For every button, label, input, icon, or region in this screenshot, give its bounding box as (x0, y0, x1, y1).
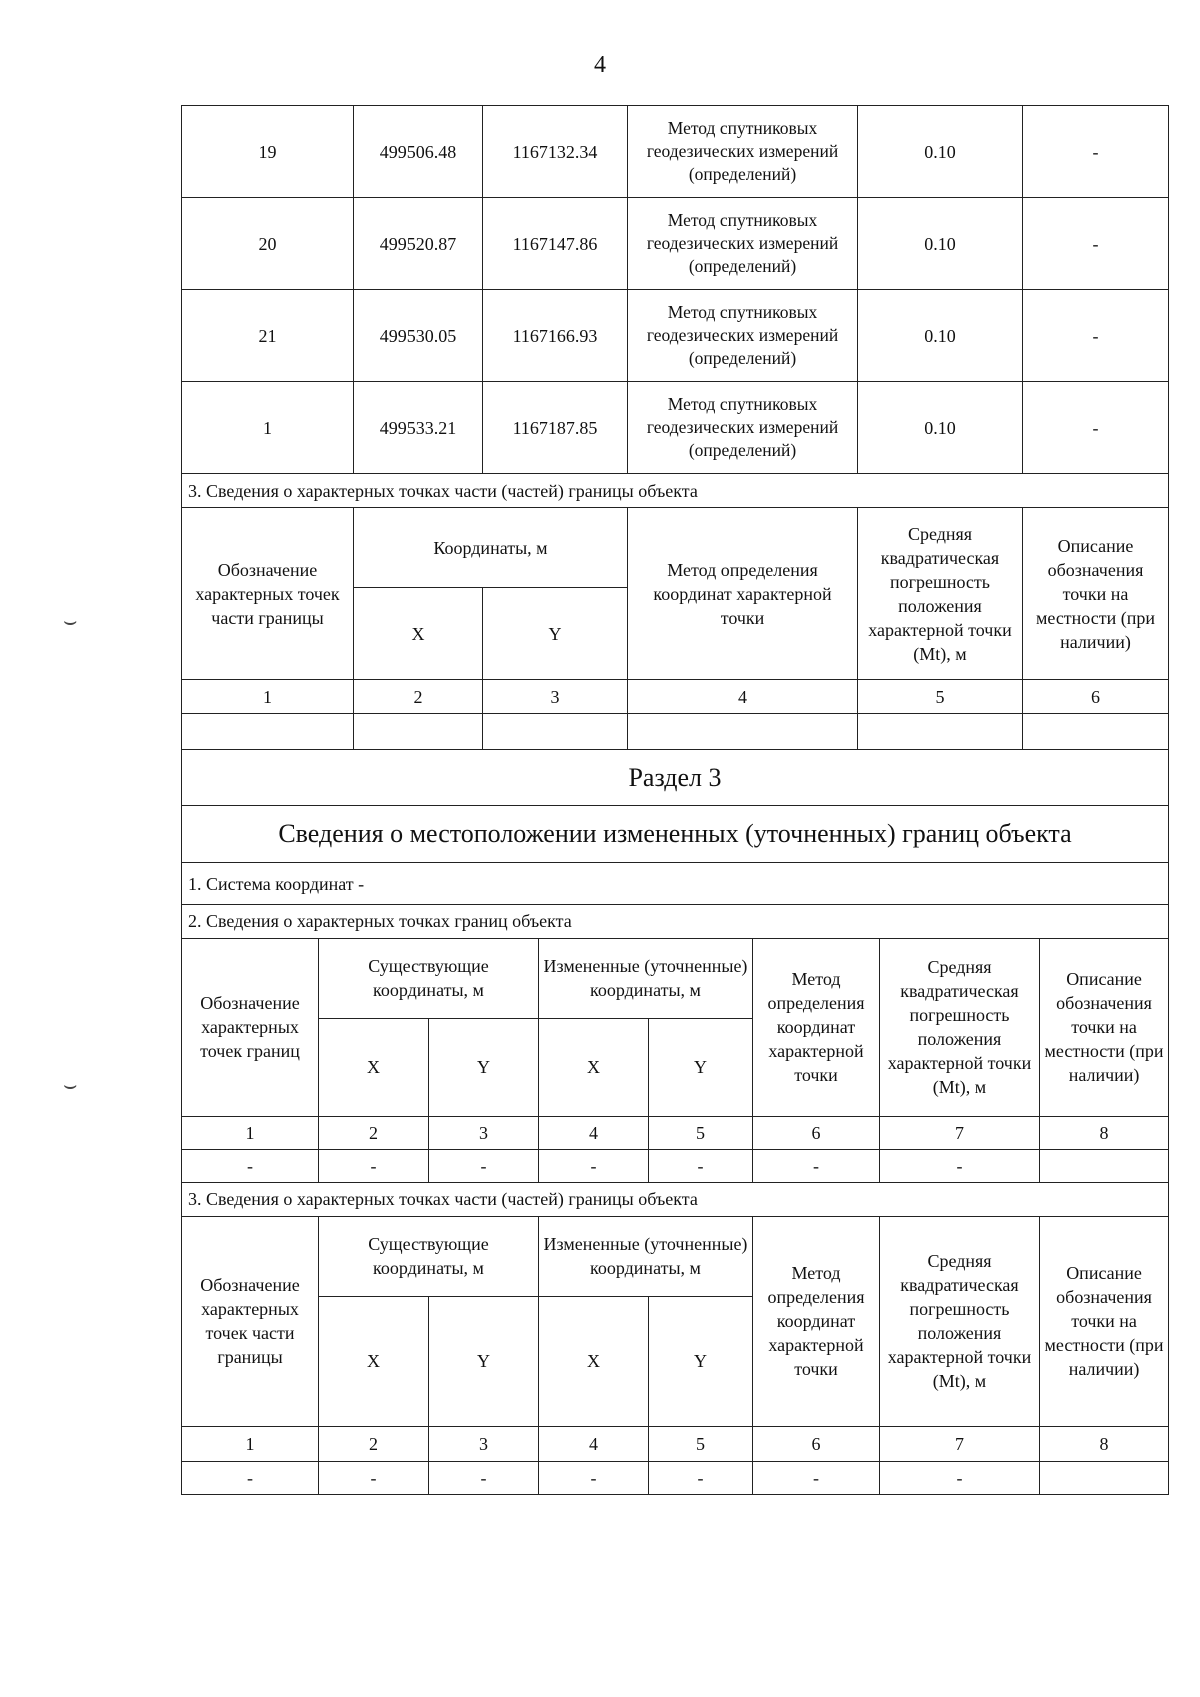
coord-x: 499533.21 (354, 382, 483, 474)
desc-cell: - (1023, 198, 1169, 290)
method-cell: Метод спутниковых геодезических измерений (определений) (628, 382, 858, 474)
column-number: 4 (539, 1426, 649, 1461)
header-changed: Измененные (уточненные) координаты, м (539, 1216, 753, 1296)
column-number: 4 (539, 1116, 649, 1149)
header-method: Метод определения координат характерной точки (753, 938, 880, 1116)
header-desc: Описание обозначения точки на местности (при наличии) (1040, 938, 1169, 1116)
column-number: 5 (858, 680, 1023, 714)
section-title: Раздел 3 (182, 750, 1169, 806)
point-number: 21 (182, 290, 354, 382)
coord-x: 499530.05 (354, 290, 483, 382)
dash-cell: - (649, 1149, 753, 1182)
dash-cell: - (429, 1149, 539, 1182)
header-x: X (354, 588, 483, 680)
mt-cell: 0.10 (858, 198, 1023, 290)
column-numbers-row (182, 1116, 1169, 1149)
header-y: Y (429, 1018, 539, 1116)
column-number: 1 (182, 680, 354, 714)
header-existing: Существующие координаты, м (319, 1216, 539, 1296)
header-mt: Средняя квадратическая погрешность положения характерной точки (Mt), м (858, 508, 1023, 680)
column-number: 3 (429, 1116, 539, 1149)
header-mt: Средняя квадратическая погрешность положения характерной точки (Mt), м (880, 1216, 1040, 1426)
desc-cell: - (1023, 106, 1169, 198)
dash-cell: - (319, 1461, 429, 1494)
header-desc: Описание обозначения точки на местности (при наличии) (1040, 1216, 1169, 1426)
table-row (182, 1149, 1169, 1182)
desc-cell: - (1023, 290, 1169, 382)
header-coords: Координаты, м (354, 508, 628, 588)
dash-cell: - (429, 1461, 539, 1494)
table-row (182, 382, 1169, 474)
method-cell: Метод спутниковых геодезических измерений (определений) (628, 198, 858, 290)
point-number: 1 (182, 382, 354, 474)
column-number: 2 (319, 1426, 429, 1461)
coord-y: 1167166.93 (483, 290, 628, 382)
header-y: Y (649, 1296, 753, 1426)
column-number: 3 (429, 1426, 539, 1461)
desc-cell: - (1023, 382, 1169, 474)
header-changed: Измененные (уточненные) координаты, м (539, 938, 753, 1018)
method-cell: Метод спутниковых геодезических измерений (определений) (628, 290, 858, 382)
mt-cell: 0.10 (858, 106, 1023, 198)
dash-cell (1040, 1149, 1169, 1182)
column-number: 4 (628, 680, 858, 714)
header-point: Обозначение характерных точек части границы (182, 1216, 319, 1426)
table-row (182, 1461, 1169, 1494)
coord-x: 499520.87 (354, 198, 483, 290)
section-subtitle: Сведения о местоположении измененных (уточненных) границ объекта (182, 806, 1169, 863)
dash-cell: - (539, 1149, 649, 1182)
section-caption: 3. Сведения о характерных точках части (частей) границы объекта (182, 1182, 1169, 1216)
dash-cell: - (880, 1461, 1040, 1494)
header-mt: Средняя квадратическая погрешность положения характерной точки (Mt), м (880, 938, 1040, 1116)
column-number: 2 (319, 1116, 429, 1149)
table-row (182, 106, 1169, 198)
header-method: Метод определения координат характерной точки (753, 1216, 880, 1426)
dash-cell: - (182, 1149, 319, 1182)
column-numbers-row (182, 680, 1169, 714)
section-caption: 3. Сведения о характерных точках части (частей) границы объекта (182, 474, 1169, 508)
coord-y: 1167132.34 (483, 106, 628, 198)
header-y: Y (649, 1018, 753, 1116)
header-method: Метод определения координат характерной точки (628, 508, 858, 680)
dash-cell: - (880, 1149, 1040, 1182)
dash-cell: - (319, 1149, 429, 1182)
scan-mark: ⌣ (63, 608, 78, 633)
point-number: 19 (182, 106, 354, 198)
column-number: 5 (649, 1426, 753, 1461)
column-number: 8 (1040, 1116, 1169, 1149)
dash-cell: - (539, 1461, 649, 1494)
points-table (181, 105, 1169, 905)
column-number: 6 (1023, 680, 1169, 714)
header-y: Y (429, 1296, 539, 1426)
column-number: 7 (880, 1426, 1040, 1461)
table-row (182, 290, 1169, 382)
column-number: 6 (753, 1426, 880, 1461)
document-sheet (181, 105, 1168, 1495)
dash-cell (1040, 1461, 1169, 1494)
coordinate-system: 1. Система координат - (182, 863, 1169, 905)
dash-cell: - (649, 1461, 753, 1494)
coord-y: 1167187.85 (483, 382, 628, 474)
column-number: 6 (753, 1116, 880, 1149)
scan-mark: ⌣ (63, 1072, 78, 1097)
page-number: 4 (594, 52, 606, 78)
column-number: 1 (182, 1116, 319, 1149)
dash-cell: - (753, 1461, 880, 1494)
changed-boundaries-table (181, 904, 1169, 1495)
header-x: X (319, 1018, 429, 1116)
header-desc: Описание обозначения точки на местности (при наличии) (1023, 508, 1169, 680)
point-number: 20 (182, 198, 354, 290)
empty-row (182, 714, 1169, 750)
mt-cell: 0.10 (858, 382, 1023, 474)
dash-cell: - (182, 1461, 319, 1494)
header-x: X (539, 1018, 649, 1116)
header-point: Обозначение характерных точек части границы (182, 508, 354, 680)
header-x: X (319, 1296, 429, 1426)
column-number: 2 (354, 680, 483, 714)
coord-x: 499506.48 (354, 106, 483, 198)
column-number: 1 (182, 1426, 319, 1461)
column-numbers-row (182, 1426, 1169, 1461)
mt-cell: 0.10 (858, 290, 1023, 382)
column-number: 5 (649, 1116, 753, 1149)
column-number: 8 (1040, 1426, 1169, 1461)
table-row (182, 198, 1169, 290)
header-y: Y (483, 588, 628, 680)
header-x: X (539, 1296, 649, 1426)
dash-cell: - (753, 1149, 880, 1182)
column-number: 7 (880, 1116, 1040, 1149)
column-number: 3 (483, 680, 628, 714)
method-cell: Метод спутниковых геодезических измерений (определений) (628, 106, 858, 198)
header-point: Обозначение характерных точек границ (182, 938, 319, 1116)
coord-y: 1167147.86 (483, 198, 628, 290)
section-caption: 2. Сведения о характерных точках границ объекта (182, 904, 1169, 938)
header-existing: Существующие координаты, м (319, 938, 539, 1018)
